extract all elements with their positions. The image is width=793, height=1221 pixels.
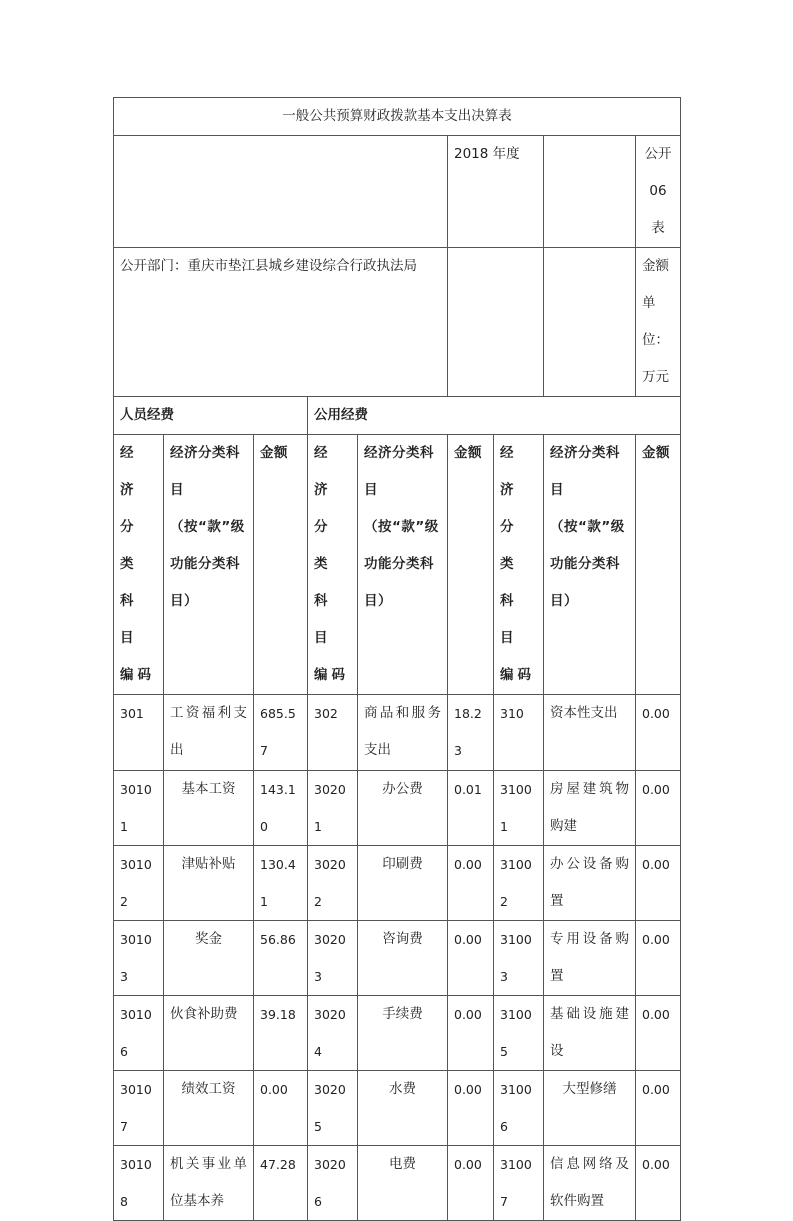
amount-cell: 0.00 (636, 1071, 681, 1146)
name-cell: 水费 (358, 1071, 448, 1146)
amount-cell: 685.57 (254, 695, 308, 771)
name-cell: 商品和服务支出 (358, 695, 448, 771)
table-row (114, 846, 681, 921)
name-cell: 奖金 (164, 921, 254, 996)
amount-cell: 130.41 (254, 846, 308, 921)
code-cell: 31005 (494, 996, 544, 1071)
name-cell: 办公设备购置 (544, 846, 636, 921)
code-cell: 30107 (114, 1071, 164, 1146)
name-cell: 基础设施建设 (544, 996, 636, 1071)
name-cell: 办公费 (358, 771, 448, 846)
department-row (114, 248, 681, 397)
header-name: 经济分类科目（按“款”级功能分类科目） (358, 435, 448, 695)
section-public: 公用经费 (308, 397, 681, 435)
code-cell: 31003 (494, 921, 544, 996)
code-cell: 30201 (308, 771, 358, 846)
table-row (114, 1071, 681, 1146)
amount-cell: 0.00 (448, 996, 494, 1071)
blank-cell (448, 248, 544, 397)
name-cell: 资本性支出 (544, 695, 636, 771)
code-cell: 30206 (308, 1146, 358, 1221)
header-amount: 金额 (254, 435, 308, 695)
name-cell: 咨询费 (358, 921, 448, 996)
amount-cell: 0.00 (448, 1071, 494, 1146)
code-cell: 31006 (494, 1071, 544, 1146)
amount-cell: 143.10 (254, 771, 308, 846)
code-cell: 30102 (114, 846, 164, 921)
header-code: 经 济 分 类 科 目 编码 (114, 435, 164, 695)
blank-cell (114, 136, 448, 248)
name-cell: 房屋建筑物购建 (544, 771, 636, 846)
table-row (114, 1146, 681, 1221)
table-row (114, 996, 681, 1071)
budget-table (113, 97, 681, 1221)
amount-cell: 0.00 (636, 846, 681, 921)
department-label: 公开部门：重庆市垫江县城乡建设综合行政执法局 (114, 248, 448, 397)
blank-cell (544, 248, 636, 397)
amount-cell: 0.00 (254, 1071, 308, 1146)
name-cell: 基本工资 (164, 771, 254, 846)
header-name: 经济分类科目（按“款”级功能分类科目） (164, 435, 254, 695)
table-row (114, 921, 681, 996)
name-cell: 信息网络及软件购置 (544, 1146, 636, 1221)
code-cell: 30205 (308, 1071, 358, 1146)
amount-cell: 0.00 (448, 1146, 494, 1221)
amount-cell: 18.23 (448, 695, 494, 771)
amount-cell: 47.28 (254, 1146, 308, 1221)
table-title: 一般公共预算财政拨款基本支出决算表 (114, 98, 681, 136)
header-code: 经 济 分 类 科 目 编码 (308, 435, 358, 695)
amount-cell: 0.00 (636, 1146, 681, 1221)
amount-cell: 39.18 (254, 996, 308, 1071)
code-cell: 30203 (308, 921, 358, 996)
name-cell: 印刷费 (358, 846, 448, 921)
code-cell: 31007 (494, 1146, 544, 1221)
amount-cell: 0.00 (636, 771, 681, 846)
code-cell: 30106 (114, 996, 164, 1071)
amount-cell: 0.01 (448, 771, 494, 846)
code-cell: 301 (114, 695, 164, 771)
header-name: 经济分类科目（按“款”级功能分类科目） (544, 435, 636, 695)
code-cell: 31001 (494, 771, 544, 846)
table-row (114, 771, 681, 846)
code-cell: 31002 (494, 846, 544, 921)
amount-cell: 0.00 (636, 996, 681, 1071)
title-row (114, 98, 681, 136)
year-label: 2018 年度 (448, 136, 544, 248)
amount-cell: 0.00 (636, 695, 681, 771)
table-number: 公开 06 表 (636, 136, 681, 248)
header-row (114, 435, 681, 695)
amount-cell: 0.00 (448, 921, 494, 996)
name-cell: 机关事业单位基本养 (164, 1146, 254, 1221)
name-cell: 津贴补贴 (164, 846, 254, 921)
code-cell: 30103 (114, 921, 164, 996)
year-row (114, 136, 681, 248)
name-cell: 手续费 (358, 996, 448, 1071)
code-cell: 30101 (114, 771, 164, 846)
header-code: 经 济 分 类 科 目 编码 (494, 435, 544, 695)
name-cell: 专用设备购置 (544, 921, 636, 996)
name-cell: 大型修缮 (544, 1071, 636, 1146)
code-cell: 302 (308, 695, 358, 771)
code-cell: 30204 (308, 996, 358, 1071)
code-cell: 30202 (308, 846, 358, 921)
amount-cell: 56.86 (254, 921, 308, 996)
code-cell: 310 (494, 695, 544, 771)
blank-cell (544, 136, 636, 248)
section-personnel: 人员经费 (114, 397, 308, 435)
section-row (114, 397, 681, 435)
header-amount: 金额 (636, 435, 681, 695)
table-row (114, 695, 681, 771)
unit-label: 金额单位：万元 (636, 248, 681, 397)
name-cell: 电费 (358, 1146, 448, 1221)
header-amount: 金额 (448, 435, 494, 695)
code-cell: 30108 (114, 1146, 164, 1221)
name-cell: 伙食补助费 (164, 996, 254, 1071)
amount-cell: 0.00 (636, 921, 681, 996)
name-cell: 工资福利支出 (164, 695, 254, 771)
amount-cell: 0.00 (448, 846, 494, 921)
name-cell: 绩效工资 (164, 1071, 254, 1146)
